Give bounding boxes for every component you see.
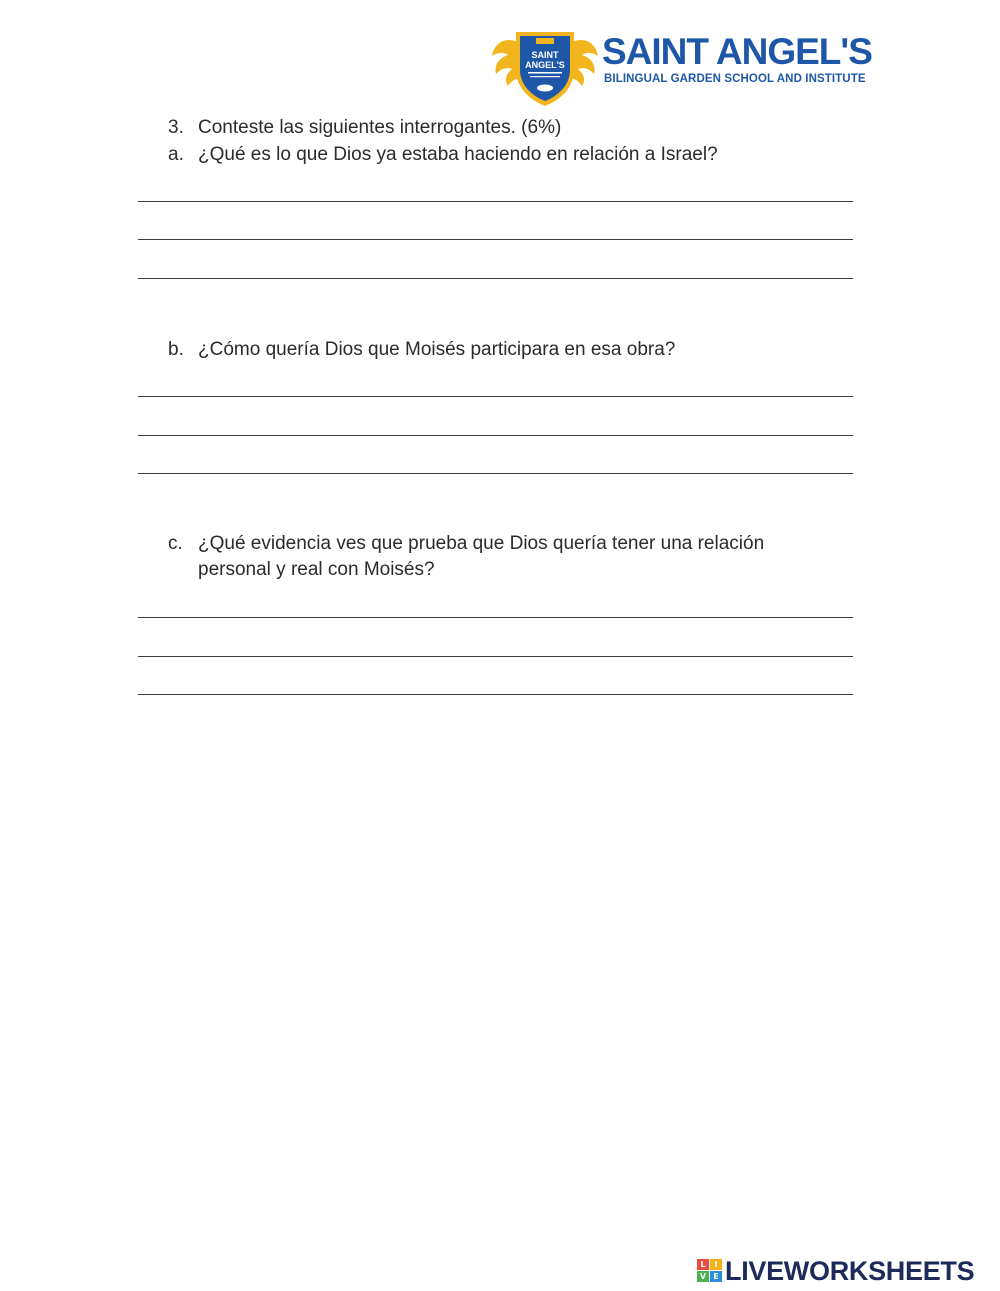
question-a xyxy=(0,142,1000,168)
school-emblem-icon xyxy=(490,22,600,108)
section-heading xyxy=(0,115,1000,141)
lw-block: I xyxy=(710,1259,722,1270)
lw-block: E xyxy=(710,1271,722,1282)
emblem-text-1: SAINT xyxy=(531,50,559,60)
question-marker: c. xyxy=(168,533,183,554)
lw-block: V xyxy=(697,1271,709,1282)
question-marker: b. xyxy=(168,339,184,360)
answer-line[interactable] xyxy=(138,617,853,618)
school-logo xyxy=(490,22,872,108)
liveworksheets-logo xyxy=(697,1256,993,1284)
question-text: ¿Qué es lo que Dios ya estaba haciendo en relación a Israel? xyxy=(198,144,718,165)
question-marker: a. xyxy=(168,144,184,165)
school-name: SAINT ANGEL'S xyxy=(602,31,872,72)
answer-line[interactable] xyxy=(138,201,853,202)
question-text: personal y real con Moisés? xyxy=(198,559,435,580)
question-b xyxy=(0,337,1000,363)
liveworksheets-brand: LIVEWORKSHEETS xyxy=(725,1256,975,1286)
liveworksheets-blocks-icon xyxy=(697,1259,723,1283)
question-text: ¿Qué evidencia ves que prueba que Dios quería tener una relación xyxy=(198,533,765,554)
answer-line[interactable] xyxy=(138,656,853,657)
answer-line[interactable] xyxy=(138,239,853,240)
question-c xyxy=(0,531,1000,557)
emblem-text-2: ANGEL'S xyxy=(525,60,565,70)
school-subtitle: BILINGUAL GARDEN SCHOOL AND INSTITUTE xyxy=(604,73,866,85)
answer-line[interactable] xyxy=(138,473,853,474)
section-number: 3. xyxy=(168,117,184,138)
answer-line[interactable] xyxy=(138,278,853,279)
lw-block: L xyxy=(697,1259,709,1270)
question-text: ¿Cómo quería Dios que Moisés participara en esa obra? xyxy=(198,339,676,360)
answer-line[interactable] xyxy=(138,435,853,436)
section-instruction: Conteste las siguientes interrogantes. (6%) xyxy=(198,117,562,138)
question-c-continued xyxy=(0,557,1000,583)
answer-line[interactable] xyxy=(138,694,853,695)
answer-line[interactable] xyxy=(138,396,853,397)
